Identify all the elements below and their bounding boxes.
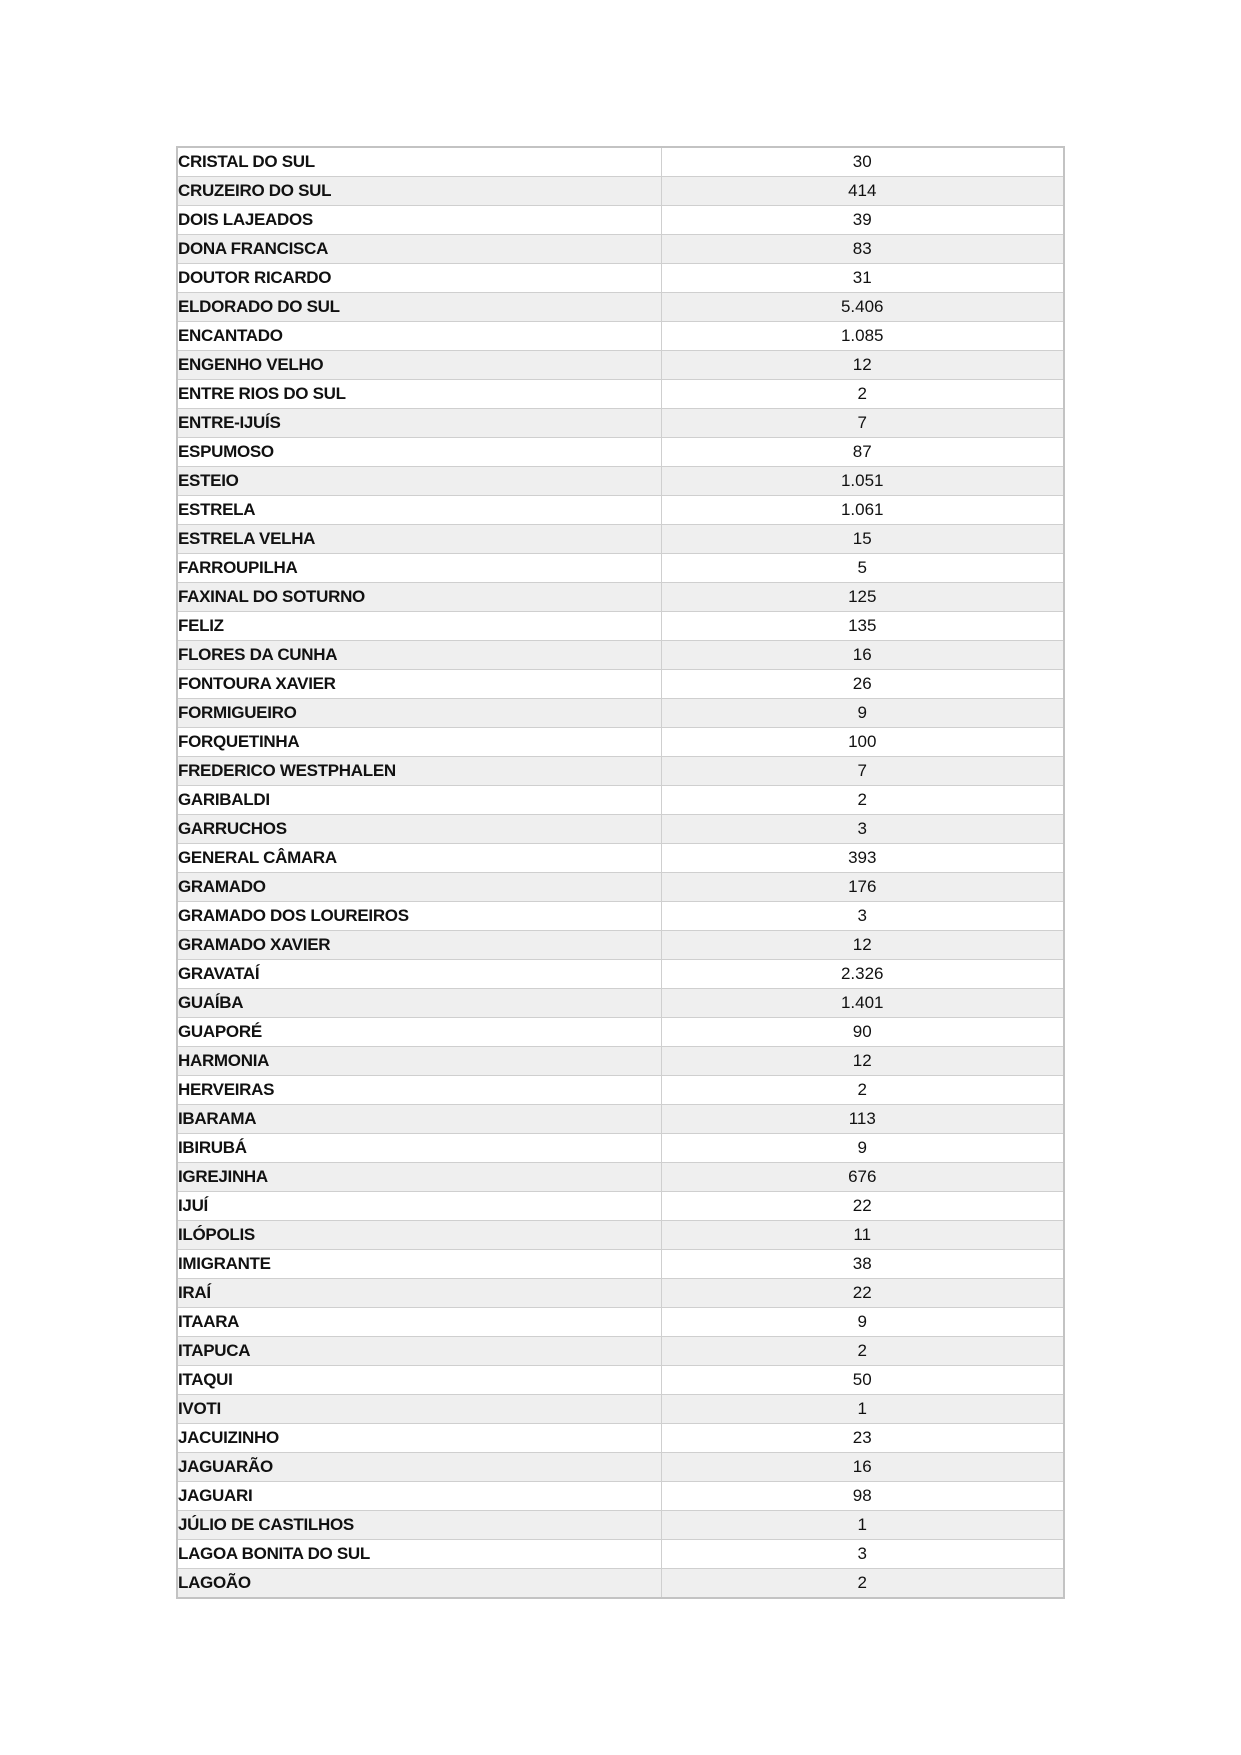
count-cell: 9: [661, 1308, 1064, 1337]
municipality-name-cell: DOUTOR RICARDO: [177, 264, 661, 293]
count-cell: 50: [661, 1366, 1064, 1395]
municipality-name-cell: IGREJINHA: [177, 1163, 661, 1192]
count-cell: 414: [661, 177, 1064, 206]
table-row: [177, 1569, 1064, 1599]
municipality-name-cell: ITAARA: [177, 1308, 661, 1337]
table-row: [177, 1221, 1064, 1250]
municipality-name-cell: IVOTI: [177, 1395, 661, 1424]
count-cell: 2.326: [661, 960, 1064, 989]
municipality-name-cell: LAGOA BONITA DO SUL: [177, 1540, 661, 1569]
count-cell: 31: [661, 264, 1064, 293]
table-row: [177, 699, 1064, 728]
count-cell: 7: [661, 757, 1064, 786]
count-cell: 1.085: [661, 322, 1064, 351]
count-cell: 9: [661, 1134, 1064, 1163]
municipality-name-cell: JAGUARI: [177, 1482, 661, 1511]
count-cell: 2: [661, 380, 1064, 409]
table-row: [177, 1163, 1064, 1192]
municipality-name-cell: DOIS LAJEADOS: [177, 206, 661, 235]
table-row: [177, 1076, 1064, 1105]
municipality-name-cell: LAGOÃO: [177, 1569, 661, 1599]
municipality-name-cell: ENTRE-IJUÍS: [177, 409, 661, 438]
municipality-count-table: [176, 146, 1065, 1599]
table-row: [177, 525, 1064, 554]
table-row: [177, 612, 1064, 641]
municipality-name-cell: FORQUETINHA: [177, 728, 661, 757]
municipality-name-cell: ENCANTADO: [177, 322, 661, 351]
count-cell: 90: [661, 1018, 1064, 1047]
municipality-name-cell: ELDORADO DO SUL: [177, 293, 661, 322]
municipality-name-cell: GENERAL CÂMARA: [177, 844, 661, 873]
table-row: [177, 380, 1064, 409]
municipality-name-cell: GUAÍBA: [177, 989, 661, 1018]
count-cell: 16: [661, 641, 1064, 670]
table-row: [177, 1337, 1064, 1366]
count-cell: 5: [661, 554, 1064, 583]
table-row: [177, 583, 1064, 612]
count-cell: 83: [661, 235, 1064, 264]
count-cell: 113: [661, 1105, 1064, 1134]
count-cell: 3: [661, 902, 1064, 931]
count-cell: 15: [661, 525, 1064, 554]
table-row: [177, 728, 1064, 757]
table-row: [177, 1279, 1064, 1308]
table-row: [177, 1482, 1064, 1511]
table-row: [177, 235, 1064, 264]
count-cell: 30: [661, 147, 1064, 177]
municipality-name-cell: GARRUCHOS: [177, 815, 661, 844]
municipality-name-cell: FARROUPILHA: [177, 554, 661, 583]
municipality-name-cell: ITAPUCA: [177, 1337, 661, 1366]
table-row: [177, 1192, 1064, 1221]
municipality-name-cell: CRUZEIRO DO SUL: [177, 177, 661, 206]
municipality-name-cell: IMIGRANTE: [177, 1250, 661, 1279]
municipality-name-cell: JÚLIO DE CASTILHOS: [177, 1511, 661, 1540]
table-row: [177, 1308, 1064, 1337]
table-row: [177, 1105, 1064, 1134]
municipality-name-cell: IRAÍ: [177, 1279, 661, 1308]
table-row: [177, 1047, 1064, 1076]
table-row: [177, 293, 1064, 322]
municipality-name-cell: GRAVATAÍ: [177, 960, 661, 989]
municipality-name-cell: HARMONIA: [177, 1047, 661, 1076]
municipality-name-cell: HERVEIRAS: [177, 1076, 661, 1105]
table-row: [177, 1366, 1064, 1395]
table-row: [177, 873, 1064, 902]
table-row: [177, 989, 1064, 1018]
table-row: [177, 496, 1064, 525]
municipality-name-cell: IBARAMA: [177, 1105, 661, 1134]
municipality-name-cell: JACUIZINHO: [177, 1424, 661, 1453]
count-cell: 98: [661, 1482, 1064, 1511]
table-row: [177, 844, 1064, 873]
count-cell: 11: [661, 1221, 1064, 1250]
municipality-name-cell: ESTRELA: [177, 496, 661, 525]
count-cell: 23: [661, 1424, 1064, 1453]
count-cell: 393: [661, 844, 1064, 873]
municipality-name-cell: DONA FRANCISCA: [177, 235, 661, 264]
count-cell: 1.061: [661, 496, 1064, 525]
count-cell: 100: [661, 728, 1064, 757]
count-cell: 1.051: [661, 467, 1064, 496]
municipality-name-cell: ITAQUI: [177, 1366, 661, 1395]
count-cell: 38: [661, 1250, 1064, 1279]
table-row: [177, 641, 1064, 670]
table-row: [177, 960, 1064, 989]
count-cell: 135: [661, 612, 1064, 641]
municipality-name-cell: ESTRELA VELHA: [177, 525, 661, 554]
count-cell: 39: [661, 206, 1064, 235]
count-cell: 2: [661, 1337, 1064, 1366]
table-row: [177, 467, 1064, 496]
municipality-name-cell: FORMIGUEIRO: [177, 699, 661, 728]
table-row: [177, 1424, 1064, 1453]
table-row: [177, 1540, 1064, 1569]
municipality-name-cell: ESTEIO: [177, 467, 661, 496]
count-cell: 22: [661, 1279, 1064, 1308]
table-row: [177, 409, 1064, 438]
count-cell: 12: [661, 1047, 1064, 1076]
table-row: [177, 902, 1064, 931]
table-row: [177, 177, 1064, 206]
municipality-name-cell: GRAMADO: [177, 873, 661, 902]
count-cell: 3: [661, 815, 1064, 844]
count-cell: 1: [661, 1511, 1064, 1540]
municipality-name-cell: FAXINAL DO SOTURNO: [177, 583, 661, 612]
table-row: [177, 1453, 1064, 1482]
municipality-name-cell: GRAMADO DOS LOUREIROS: [177, 902, 661, 931]
municipality-name-cell: FELIZ: [177, 612, 661, 641]
municipality-name-cell: JAGUARÃO: [177, 1453, 661, 1482]
municipality-name-cell: FONTOURA XAVIER: [177, 670, 661, 699]
municipality-name-cell: ENGENHO VELHO: [177, 351, 661, 380]
count-cell: 12: [661, 931, 1064, 960]
municipality-name-cell: FREDERICO WESTPHALEN: [177, 757, 661, 786]
table-row: [177, 147, 1064, 177]
count-cell: 16: [661, 1453, 1064, 1482]
count-cell: 125: [661, 583, 1064, 612]
table-row: [177, 554, 1064, 583]
table-row: [177, 1511, 1064, 1540]
count-cell: 9: [661, 699, 1064, 728]
table-row: [177, 1134, 1064, 1163]
table-row: [177, 438, 1064, 467]
table-row: [177, 670, 1064, 699]
table-row: [177, 757, 1064, 786]
table-row: [177, 322, 1064, 351]
table-row: [177, 1395, 1064, 1424]
table-row: [177, 264, 1064, 293]
count-cell: 176: [661, 873, 1064, 902]
count-cell: 22: [661, 1192, 1064, 1221]
table-row: [177, 351, 1064, 380]
count-cell: 12: [661, 351, 1064, 380]
municipality-name-cell: FLORES DA CUNHA: [177, 641, 661, 670]
count-cell: 2: [661, 1569, 1064, 1599]
table-row: [177, 931, 1064, 960]
municipality-name-cell: CRISTAL DO SUL: [177, 147, 661, 177]
count-cell: 87: [661, 438, 1064, 467]
count-cell: 1: [661, 1395, 1064, 1424]
table-row: [177, 815, 1064, 844]
municipality-name-cell: GRAMADO XAVIER: [177, 931, 661, 960]
count-cell: 2: [661, 786, 1064, 815]
count-cell: 5.406: [661, 293, 1064, 322]
municipality-table-body: [177, 147, 1064, 1598]
count-cell: 7: [661, 409, 1064, 438]
table-row: [177, 206, 1064, 235]
table-row: [177, 786, 1064, 815]
count-cell: 2: [661, 1076, 1064, 1105]
count-cell: 676: [661, 1163, 1064, 1192]
municipality-name-cell: IBIRUBÁ: [177, 1134, 661, 1163]
municipality-name-cell: IJUÍ: [177, 1192, 661, 1221]
count-cell: 3: [661, 1540, 1064, 1569]
table-row: [177, 1250, 1064, 1279]
count-cell: 1.401: [661, 989, 1064, 1018]
municipality-name-cell: ILÓPOLIS: [177, 1221, 661, 1250]
table-row: [177, 1018, 1064, 1047]
municipality-name-cell: ESPUMOSO: [177, 438, 661, 467]
municipality-name-cell: GARIBALDI: [177, 786, 661, 815]
count-cell: 26: [661, 670, 1064, 699]
municipality-name-cell: GUAPORÉ: [177, 1018, 661, 1047]
municipality-name-cell: ENTRE RIOS DO SUL: [177, 380, 661, 409]
